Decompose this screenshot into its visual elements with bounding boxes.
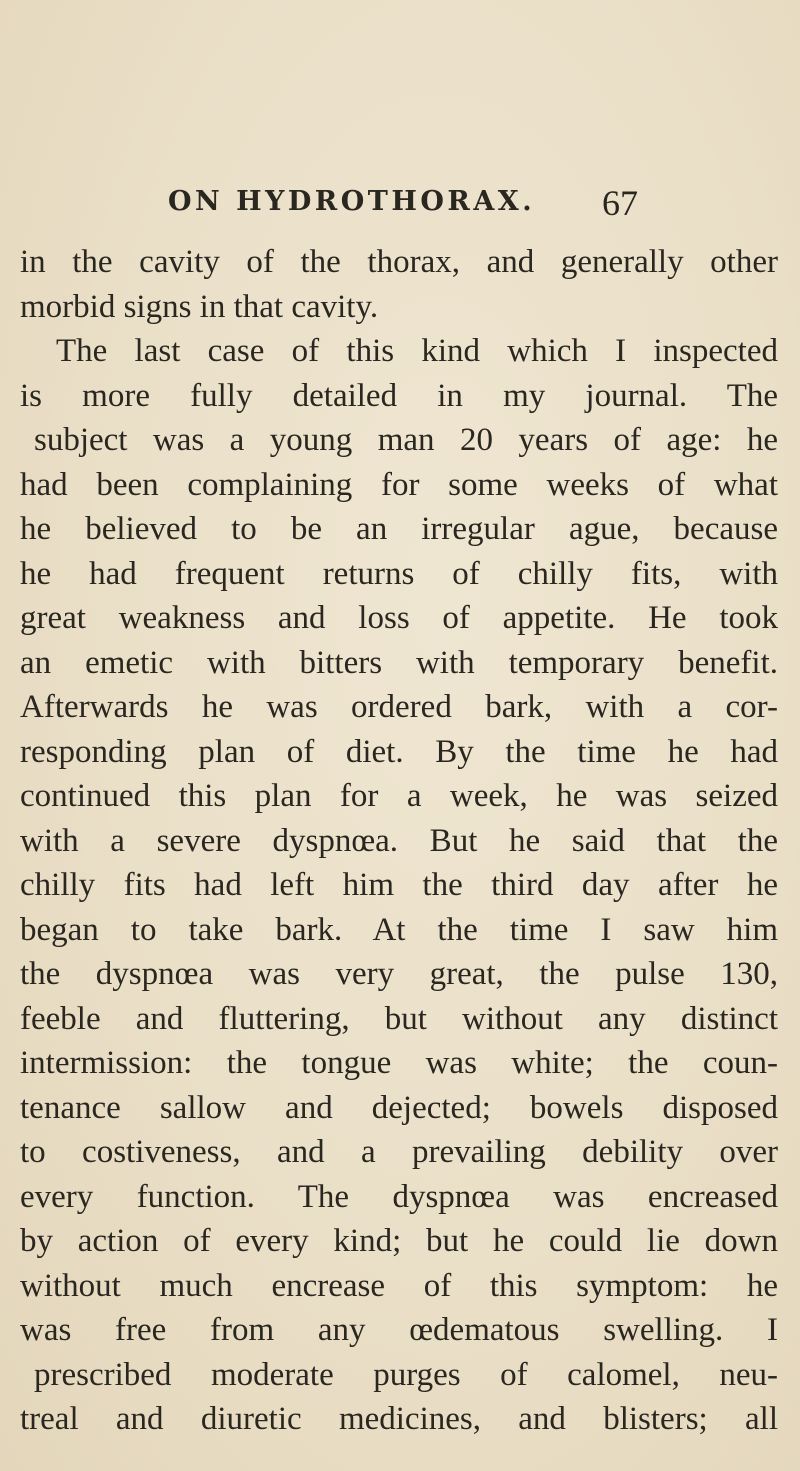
text-line: subject was a young man 20 years of age: he bbox=[34, 422, 778, 458]
text-line: is more fully detailed in my journal. The bbox=[20, 377, 778, 414]
running-title: ON HYDROTHORAX. bbox=[168, 186, 536, 217]
text-line: in the cavity of the thorax, and generally other bbox=[20, 244, 778, 280]
text-line: by action of every kind; but he could lie down bbox=[20, 1223, 778, 1259]
running-head bbox=[168, 182, 638, 232]
text-line: tenance sallow and dejected; bowels disposed bbox=[20, 1089, 778, 1126]
text-line: with a severe dyspnœa. But he said that the bbox=[20, 822, 778, 859]
text-line: had been complaining for some weeks of what bbox=[20, 466, 778, 503]
body-text bbox=[20, 240, 778, 1442]
text-line: great weakness and loss of appetite. He took bbox=[20, 600, 778, 636]
text-line: the dyspnœa was very great, the pulse 130, bbox=[20, 956, 778, 992]
text-line: an emetic with bitters with temporary benefit. bbox=[20, 644, 778, 681]
text-line: every function. The dyspnœa was encreased bbox=[20, 1178, 778, 1215]
text-line: feeble and fluttering, but without any distinct bbox=[20, 1000, 778, 1037]
text-line: The last case of this kind which I inspected bbox=[56, 333, 778, 369]
text-line: he believed to be an irregular ague, because bbox=[20, 511, 778, 547]
text-line: morbid signs in that cavity. bbox=[20, 288, 379, 325]
text-line: without much encrease of this symptom: he bbox=[20, 1267, 778, 1304]
text-line: responding plan of diet. By the time he had bbox=[20, 733, 778, 770]
text-line: treal and diuretic medicines, and blisters; all bbox=[20, 1401, 778, 1437]
page-number: 67 bbox=[602, 183, 638, 223]
text-line: prescribed moderate purges of calomel, neu- bbox=[34, 1356, 778, 1393]
text-line: began to take bark. At the time I saw him bbox=[20, 911, 778, 948]
text-line: was free from any œdematous swelling. I bbox=[20, 1312, 778, 1348]
text-line: chilly fits had left him the third day after he bbox=[20, 867, 778, 903]
text-line: intermission: the tongue was white; the coun- bbox=[20, 1045, 778, 1081]
text-line: Afterwards he was ordered bark, with a cor- bbox=[20, 689, 778, 725]
text-line: continued this plan for a week, he was seized bbox=[20, 778, 778, 814]
text-line: he had frequent returns of chilly fits, with bbox=[20, 555, 778, 592]
text-line: to costiveness, and a prevailing debility over bbox=[20, 1134, 778, 1170]
